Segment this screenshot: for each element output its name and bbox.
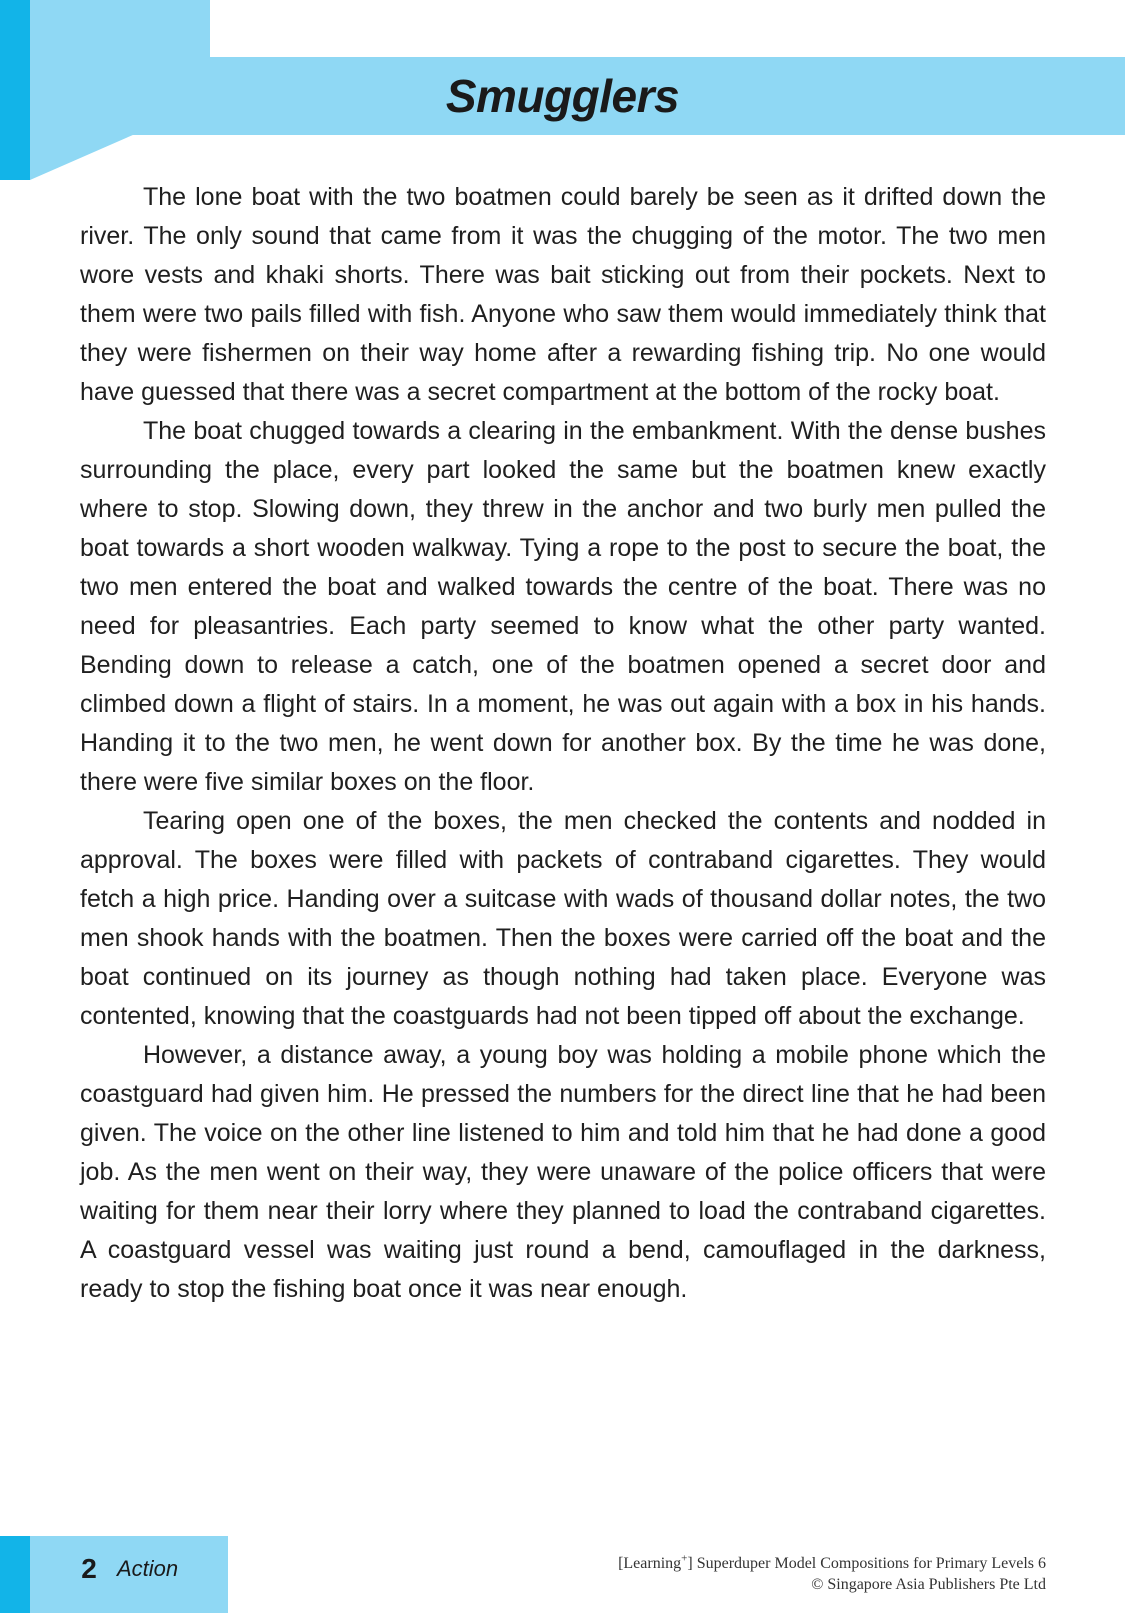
page-title-text: Smugglers — [445, 70, 680, 122]
book-credit-line — [618, 1553, 1046, 1574]
footer-credits — [618, 1553, 1046, 1595]
book-title: Superduper Model Compositions for Primary Levels 6 — [692, 1555, 1046, 1572]
brand-plus: + — [681, 1552, 688, 1565]
page-number: 2 — [81, 1553, 97, 1584]
story-paragraph-3: Tearing open one of the boxes, the men checked the contents and nodded in approval. The boxes were filled with packets of contraband cigarettes. They would fetch a high price. Handing over a suitcase with wads of thousand dollar notes, the two men shook hands with the boatmen. Then the boxes were carried off the boat and the boat continued on its journey as though nothing had taken place. Everyone was contented, knowing that the coastguards had not been tipped off about the exchange. — [80, 807, 1046, 1030]
page-title — [0, 64, 1125, 128]
copyright-line: © Singapore Asia Publishers Pte Ltd — [811, 1576, 1046, 1593]
footer-band — [0, 1536, 228, 1613]
brand-open: [Learning — [618, 1555, 682, 1572]
footer-accent-bar — [0, 1536, 30, 1613]
story-paragraph-1: The lone boat with the two boatmen could barely be seen as it drifted down the river. The only sound that came from it was the chugging of the motor. The two men wore vests and khaki shorts. There was bait sticking out from their pockets. Next to them were two pails filled with fish. Anyone who saw them would immediately think that they were fishermen on their way home after a rewarding fishing trip. No one would have guessed that there was a secret compartment at the bottom of the rocky boat. — [80, 183, 1046, 406]
section-label: Action — [117, 1556, 179, 1581]
story-paragraph-4: However, a distance away, a young boy was holding a mobile phone which the coastguard had given him. He pressed the numbers for the direct line that he had been given. The voice on the other line listened to him and told him that he had done a good job. As the men went on their way, they were unaware of the police officers that were waiting for them near their lorry where they planned to load the contraband cigarettes. A coastguard vessel was waiting just round a bend, camouflaged in the darkness, ready to stop the fishing boat once it was near enough. — [80, 1041, 1046, 1303]
brand-close: ] — [687, 1555, 693, 1572]
story-paragraph-2: The boat chugged towards a clearing in the embankment. With the dense bushes surrounding the place, every part looked the same but the boatmen knew exactly where to stop. Slowing down, they threw in the anchor and two burly men pulled the boat towards a short wooden walkway. Tying a rope to the post to secure the boat, the two men entered the boat and walked towards the centre of the boat. There was no need for pleasantries. Each party seemed to know what the other party wanted. Bending down to release a catch, one of the boatmen opened a secret door and climbed down a flight of stairs. In a moment, he was out again with a box in his hands. Handing it to the two men, he went down for another box. By the time he was done, there were five similar boxes on the floor. — [80, 417, 1046, 796]
story-body — [80, 178, 1046, 1309]
